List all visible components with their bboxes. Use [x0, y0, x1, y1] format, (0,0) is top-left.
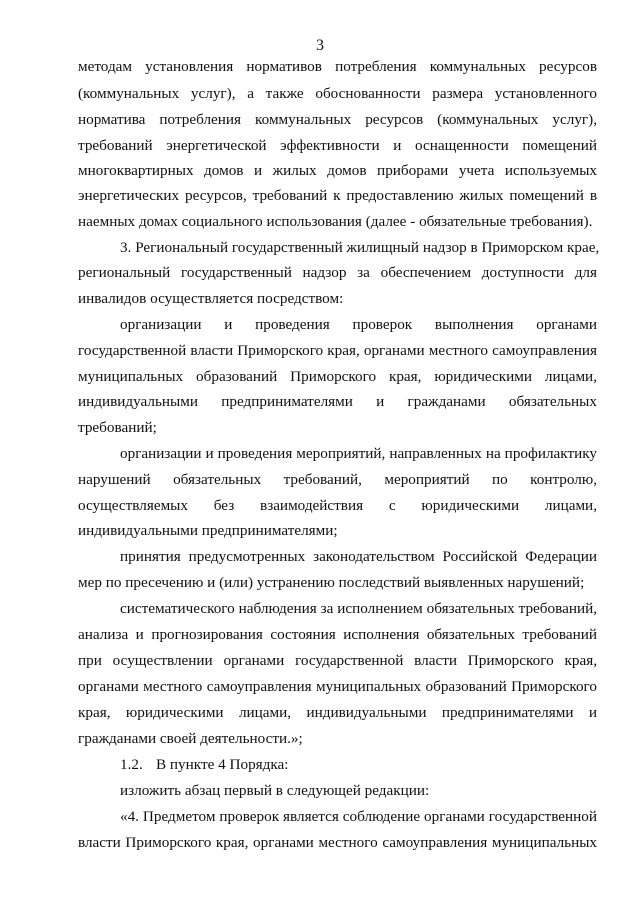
text-line: нарушений обязательных требований, мероприятий по контролю, [78, 471, 597, 488]
text-line: при осуществлении органами государственной власти Приморского края, [78, 652, 597, 669]
text-line: гражданами своей деятельности.»; [78, 730, 303, 747]
text-line: региональный государственный надзор за обеспечением доступности для [78, 264, 597, 281]
text-line: организации и проведения проверок выполнения органами [120, 316, 597, 333]
text-line: изложить абзац первый в следующей редакции: [120, 782, 430, 799]
text-line: 3. Региональный государственный жилищный надзор в Приморском крае, [120, 239, 600, 256]
item-text: В пункте 4 Порядка: [156, 756, 289, 773]
text-line: «4. Предметом проверок является соблюдение органами государственной [120, 808, 597, 825]
text-line: организации и проведения мероприятий, направленных на профилактику [120, 445, 597, 462]
text-line: мер по пресечению и (или) устранению последствий выявленных нарушений; [78, 574, 585, 591]
text-line: государственной власти Приморского края, органами местного самоуправления [78, 342, 597, 359]
text-line: индивидуальными предпринимателями и гражданами обязательных [78, 393, 597, 410]
text-line [120, 756, 597, 774]
text-line: норматива потребления коммунальных ресурсов (коммунальных услуг), [78, 111, 597, 128]
text-line: многоквартирных домов и жилых домов приборами учета используемых [78, 162, 597, 179]
text-line: власти Приморского края, органами местного самоуправления муниципальных [78, 834, 597, 851]
text-line: систематического наблюдения за исполнением обязательных требований, [120, 600, 597, 617]
text-line: края, юридическими лицами, индивидуальными предпринимателями и [78, 704, 597, 721]
text-line: осуществляемых без взаимодействия с юридическими лицами, [78, 497, 597, 514]
page-number: 3 [316, 37, 324, 54]
text-line: анализа и прогнозирования состояния исполнения обязательных требований [78, 626, 597, 643]
text-line: требований энергетической эффективности и оснащенности помещений [78, 137, 597, 154]
text-line: энергетических ресурсов, требований к предоставлению жилых помещений в [78, 187, 597, 204]
text-line: (коммунальных услуг), а также обоснованности размера установленного [78, 85, 597, 102]
text-line: наемных домах социального использования (далее - обязательные требования). [78, 213, 593, 230]
text-line: муниципальных образований Приморского края, юридическими лицами, [78, 368, 597, 385]
text-line: методам установления нормативов потребления коммунальных ресурсов [78, 58, 597, 75]
item-number: 1.2. [120, 756, 143, 773]
text-line: индивидуальными предпринимателями; [78, 522, 338, 539]
text-line: требований; [78, 419, 157, 436]
text-line: инвалидов осуществляется посредством: [78, 290, 344, 307]
text-line: органами местного самоуправления муниципальных образований Приморского [78, 678, 597, 695]
text-line: принятия предусмотренных законодательством Российской Федерации [120, 548, 597, 565]
